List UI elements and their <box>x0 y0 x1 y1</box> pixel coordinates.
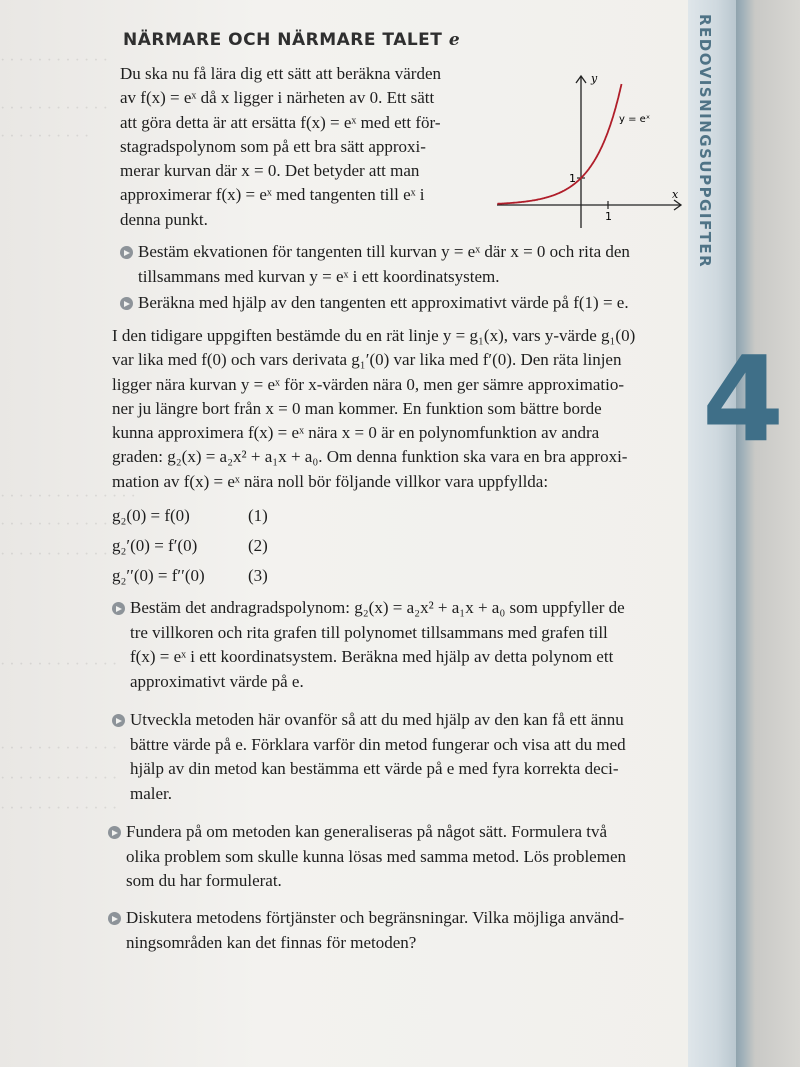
arrow-bullet-icon <box>112 602 125 615</box>
exponential-graph <box>495 68 685 233</box>
task-discuss <box>126 906 691 955</box>
condition-3 <box>112 566 268 586</box>
arrow-bullet-icon <box>108 826 121 839</box>
curve-label: y = eˣ <box>619 114 651 125</box>
paragraph-line: ner ju längre bort från x = 0 man kommer. En funktion som bättre borde <box>112 398 602 418</box>
x-tick-label: 1 <box>605 210 612 223</box>
task-tangent <box>138 240 678 289</box>
condition-expression: g₂(0) = f(0) <box>112 506 190 525</box>
task-approx-f1 <box>138 291 678 316</box>
task-line: Fundera på om metoden kan generaliseras på något sätt. Formulera två <box>126 822 608 841</box>
curve-exp <box>497 84 621 204</box>
task-line: approximativt värde på e. <box>130 671 304 691</box>
y-axis-label: y <box>591 72 598 85</box>
task-line: Bestäm det andragradspolynom: g₂(x) = a₂x² + a₁x + a₀ som uppfyller de <box>130 598 625 617</box>
vertical-section-title: REDOVISNINGSUPPGIFTER <box>696 14 714 269</box>
page-edge <box>736 0 800 1067</box>
intro-line: av f(x) = eˣ då x ligger i närheten av 0. Ett sätt <box>120 88 435 108</box>
task-line: maler. <box>130 783 173 803</box>
paragraph-line: var lika med f(0) och vars derivata g₁′(0) var lika med f′(0). Den räta linjen <box>112 350 622 370</box>
condition-1 <box>112 506 268 526</box>
task-generalize <box>126 820 691 894</box>
condition-number: (1) <box>248 506 268 525</box>
y-tick-label: 1 <box>569 172 576 185</box>
arrow-bullet-icon <box>108 912 121 925</box>
paragraph-line: graden: g₂(x) = a₂x² + a₁x + a₀. Om denna funktion ska vara en bra approxi- <box>112 447 628 467</box>
arrow-bullet-icon <box>120 297 133 310</box>
task-line: ningsområden kan det finnas för metoden? <box>126 932 417 952</box>
condition-number: (3) <box>248 566 268 585</box>
paragraph-line: mation av f(x) = eˣ nära noll bör följande villkor vara uppfyllda: <box>112 471 549 491</box>
heading-text: NÄRMARE OCH NÄRMARE TALET <box>123 30 443 50</box>
task-line: Diskutera metodens förtjänster och begränsningar. Vilka möjliga använd- <box>126 908 625 927</box>
chapter-number: 4 <box>702 330 785 468</box>
intro-line: stagradspolynom som på ett bra sätt approxi- <box>120 136 426 156</box>
intro-line: denna punkt. <box>120 209 208 229</box>
section-heading <box>123 30 460 50</box>
condition-2 <box>112 536 268 556</box>
intro-line: att göra detta är att ersätta f(x) = eˣ med ett för- <box>120 112 441 132</box>
task-line: hjälp av din metod kan bestämma ett värde på e med fyra korrekta deci- <box>130 759 619 778</box>
paragraph-line: kunna approximera f(x) = eˣ nära x = 0 är en polynomfunktion av andra <box>112 423 600 443</box>
paragraph-line: ligger nära kurvan y = eˣ för x-värden nära 0, men ger sämre approximatio- <box>112 374 625 394</box>
intro-line: approximerar f(x) = eˣ med tangenten till eˣ i <box>120 185 425 205</box>
task-line: bättre värde på e. Förklara varför din metod fungerar och visa att du med <box>130 734 626 754</box>
intro-line: Du ska nu få lära dig ett sätt att beräkna värden <box>120 64 441 83</box>
x-axis-label: x <box>672 188 679 201</box>
task-second-degree-polynomial <box>130 596 690 694</box>
arrow-bullet-icon <box>120 246 133 259</box>
task-line: tillsammans med kurvan y = eˣ i ett koordinatsystem. <box>138 266 500 286</box>
intro-paragraph <box>120 62 480 232</box>
condition-expression: g₂′′(0) = f′′(0) <box>112 566 205 585</box>
heading-symbol: e <box>448 30 461 50</box>
task-line: Bestäm ekvationen för tangenten till kurvan y = eˣ där x = 0 och rita den <box>138 242 630 261</box>
paragraph-line: I den tidigare uppgiften bestämde du en rät linje y = g₁(x), vars y-värde g₁(0) <box>112 326 636 345</box>
task-develop-method <box>130 708 690 806</box>
task-line: Beräkna med hjälp av den tangenten ett approximativt värde på f(1) = e. <box>138 293 629 312</box>
task-line: f(x) = eˣ i ett koordinatsystem. Beräkna med hjälp av detta polynom ett <box>130 647 614 666</box>
main-paragraph <box>112 324 692 494</box>
task-line: olika problem som skulle kunna lösas med samma metod. Lös problemen <box>126 846 626 866</box>
condition-expression: g₂′(0) = f′(0) <box>112 536 198 555</box>
task-line: som du har formulerat. <box>126 871 282 890</box>
task-line: tre villkoren och rita grafen till polynomet tillsammans med grafen till <box>130 622 608 642</box>
task-line: Utveckla metoden här ovanför så att du med hjälp av den kan få ett ännu <box>130 710 624 729</box>
intro-line: merar kurvan där x = 0. Det betyder att man <box>120 161 420 181</box>
arrow-bullet-icon <box>112 714 125 727</box>
condition-number: (2) <box>248 536 268 555</box>
